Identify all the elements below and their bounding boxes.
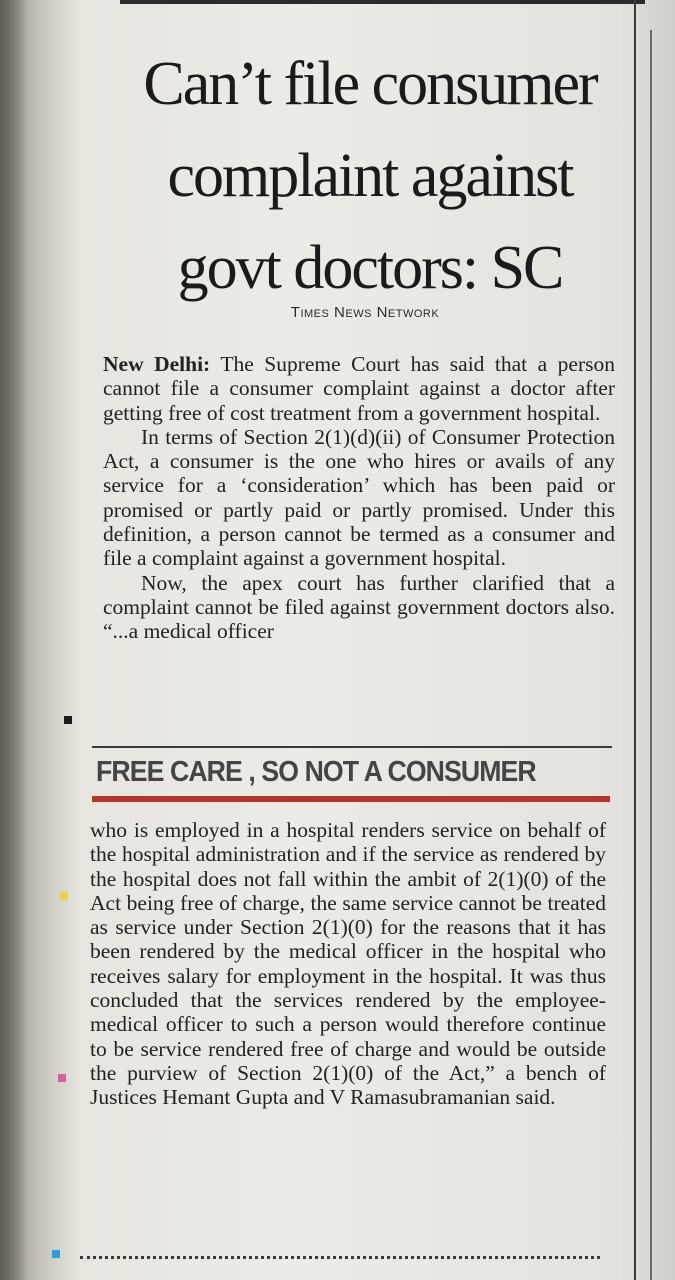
byline: Times News Network — [290, 304, 440, 321]
headline-line-1: Can’t file consumer — [143, 50, 597, 118]
dateline: New Delhi: — [103, 352, 211, 376]
article-body-bottom — [90, 818, 606, 1110]
column-marker-pink — [58, 1074, 66, 1082]
bottom-dotted-rule — [80, 1256, 600, 1263]
article-headline — [100, 38, 640, 314]
article-body-top — [103, 352, 615, 644]
paragraph-4: who is employed in a hospital renders service on behalf of the hospital administration and if the service as rendered by the hospital does not fall within the ambit of 2(1)(0) of the Act being free of charge, the same service cannot be treated as service under Section 2(1)(0) for the reasons that it has been rendered by the medical officer in the hospital who receives salary for employment in the hospital. It was thus concluded that the services rendered by the employee-medical officer to such a person would therefore continue to be service rendered free of charge and would be outside the purview of Section 2(1)(0) of the Act,” a bench of Justices Hemant Gupta and V Ramasubramanian said. — [90, 818, 606, 1110]
top-rule — [120, 0, 645, 4]
subhead-top-rule — [92, 746, 612, 748]
subhead-red-rule — [92, 796, 610, 802]
headline-line-2: complaint against — [167, 142, 573, 210]
paragraph-lead — [103, 352, 615, 425]
paragraph-3: Now, the apex court has further clarified that a complaint cannot be filed against government doctors also. “...a medical officer — [103, 570, 615, 644]
column-marker-yellow — [60, 892, 68, 900]
headline-line-3: govt doctors: SC — [177, 234, 563, 302]
column-marker-blue — [52, 1250, 60, 1258]
column-rule-outer — [650, 30, 652, 1280]
paragraph-2: In terms of Section 2(1)(d)(ii) of Consumer Protection Act, a consumer is the one who hires or avails of any service for a ‘consideration’ which has been paid or promised or partly paid or partly promised. Under this definition, a person cannot be termed as a consumer and file a complaint against a government hospital. — [103, 424, 615, 571]
subheading: FREE CARE , SO NOT A CONSUMER — [96, 756, 536, 788]
lead-text: The Supreme Court has said that a person cannot file a consumer complaint against a doctor after getting free of cost treatment from a government hospital. — [103, 352, 615, 425]
page-gutter-shadow — [0, 0, 28, 1280]
column-marker-black — [64, 716, 72, 724]
